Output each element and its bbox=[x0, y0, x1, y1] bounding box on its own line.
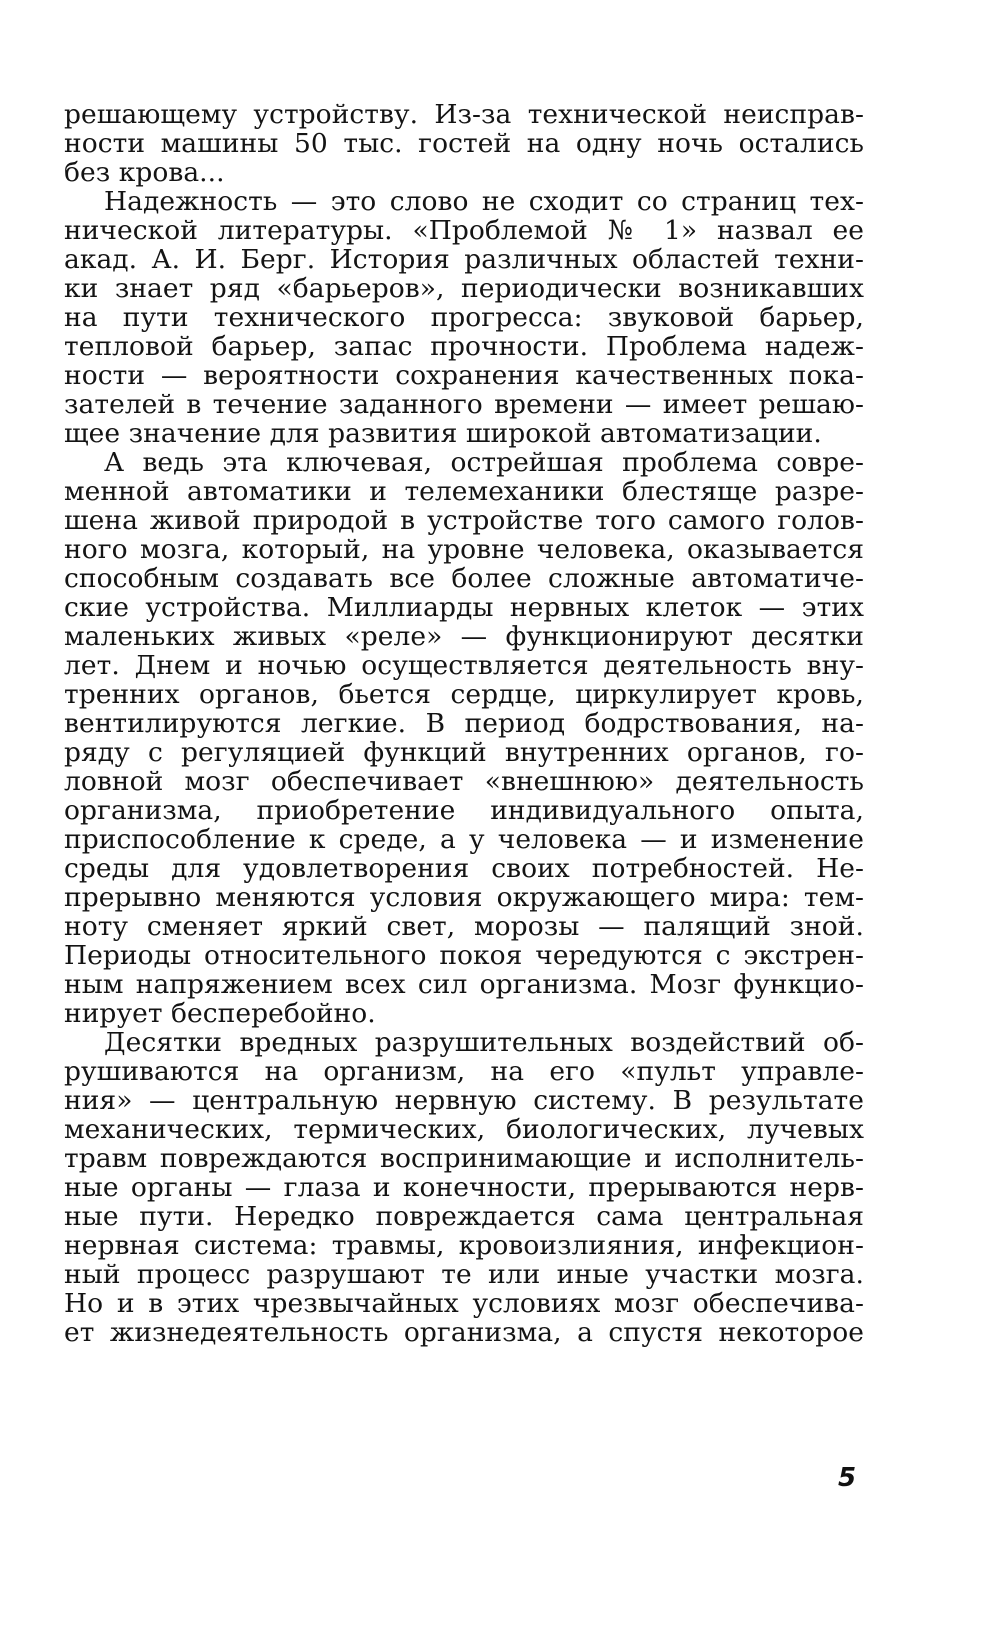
text-line: маленьких живых «реле» — функционируют десятки bbox=[64, 621, 864, 652]
text-line: А ведь эта ключевая, острейшая проблема совре- bbox=[104, 447, 864, 478]
text-line: ного мозга, который, на уровне человека, оказывается bbox=[64, 534, 864, 565]
text-line: тепловой барьер, запас прочности. Проблема надеж- bbox=[64, 331, 864, 362]
text-line: Надежность — это слово не сходит со страниц тех- bbox=[104, 186, 864, 217]
text-line: ноту сменяет яркий свет, морозы — палящий зной. bbox=[64, 911, 864, 942]
text-line: шена живой природой в устройстве того самого голов- bbox=[64, 505, 864, 536]
text-line: среды для удовлетворения своих потребностей. Не- bbox=[64, 853, 864, 884]
text-line: ки знает ряд «барьеров», периодически возникавших bbox=[64, 273, 864, 304]
paragraph bbox=[64, 100, 864, 187]
text-line: лет. Днем и ночью осуществляется деятельность вну- bbox=[64, 650, 864, 681]
text-line: вентилируются легкие. В период бодрствования, на- bbox=[64, 708, 864, 739]
paragraph bbox=[64, 1028, 864, 1347]
text-line: на пути технического прогресса: звуковой барьер, bbox=[64, 302, 864, 333]
text-line: Десятки вредных разрушительных воздействий об- bbox=[104, 1027, 864, 1058]
text-line: организма, приобретение индивидуального опыта, bbox=[64, 795, 864, 826]
text-line: нической литературы. «Проблемой № 1» назвал ее bbox=[64, 215, 864, 246]
paragraph bbox=[64, 448, 864, 1028]
text-line: нервная система: травмы, кровоизлияния, инфекцион- bbox=[64, 1230, 864, 1261]
text-line: Но и в этих чрезвычайных условиях мозг обеспечива- bbox=[64, 1288, 864, 1319]
text-line: ным напряжением всех сил организма. Мозг функцио- bbox=[64, 969, 864, 1000]
body-text bbox=[64, 100, 864, 1347]
text-line: способным создавать все более сложные автоматиче- bbox=[64, 563, 864, 594]
text-line: без крова... bbox=[64, 157, 225, 188]
text-line: ряду с регуляцией функций внутренних органов, го- bbox=[64, 737, 864, 768]
text-line: ный процесс разрушают те или иные участки мозга. bbox=[64, 1259, 864, 1290]
text-line: рушиваются на организм, на его «пульт управле- bbox=[64, 1056, 864, 1087]
text-line: менной автоматики и телемеханики блестяще разре- bbox=[64, 476, 864, 507]
text-line: ности машины 50 тыс. гостей на одну ночь остались bbox=[64, 128, 864, 159]
text-line: ные пути. Нередко повреждается сама центральная bbox=[64, 1201, 864, 1232]
text-line: Периоды относительного покоя чередуются с экстрен- bbox=[64, 940, 864, 971]
text-line: щее значение для развития широкой автоматизации. bbox=[64, 418, 822, 449]
text-line: зателей в течение заданного времени — имеет решаю- bbox=[64, 389, 864, 420]
text-line: механических, термических, биологических, лучевых bbox=[64, 1114, 864, 1145]
text-line: ет жизнедеятельность организма, а спустя некоторое bbox=[64, 1317, 864, 1348]
text-line: ские устройства. Миллиарды нервных клеток — этих bbox=[64, 592, 864, 623]
text-line: ния» — центральную нервную систему. В результате bbox=[64, 1085, 864, 1116]
paragraph bbox=[64, 187, 864, 448]
text-line: ловной мозг обеспечивает «внешнюю» деятельность bbox=[64, 766, 864, 797]
text-line: ности — вероятности сохранения качественных пока- bbox=[64, 360, 864, 391]
text-line: решающему устройству. Из-за технической неисправ- bbox=[64, 99, 864, 130]
text-line: травм повреждаются воспринимающие и исполнитель- bbox=[64, 1143, 864, 1174]
text-line: нирует бесперебойно. bbox=[64, 998, 376, 1029]
page-number: 5 bbox=[838, 1463, 857, 1493]
text-line: прерывно меняются условия окружающего мира: тем- bbox=[64, 882, 864, 913]
text-line: тренних органов, бьется сердце, циркулирует кровь, bbox=[64, 679, 864, 710]
text-line: акад. А. И. Берг. История различных областей техни- bbox=[64, 244, 864, 275]
text-line: ные органы — глаза и конечности, прерываются нерв- bbox=[64, 1172, 864, 1203]
text-line: приспособление к среде, а у человека — и изменение bbox=[64, 824, 864, 855]
